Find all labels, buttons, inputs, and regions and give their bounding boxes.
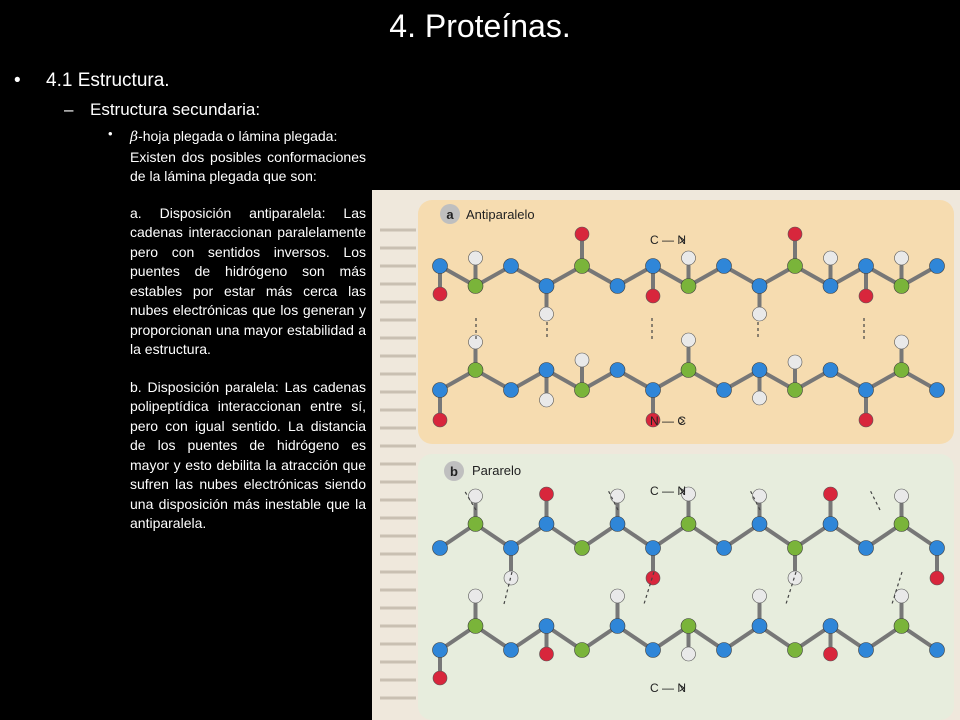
panel-b-lower-chain-carbon-atom — [681, 619, 696, 634]
panel-a-lower-chain-hydrogen-atom — [788, 355, 802, 369]
panel-b-upper-chain-hydrogen-atom — [788, 571, 802, 585]
panel-a-background — [418, 200, 954, 444]
body-text-column — [130, 127, 366, 534]
panel-a-bottom-direction: N — C — [650, 414, 686, 428]
panel-b-upper-chain-carbon-atom — [468, 517, 483, 532]
panel-a-lower-chain-hydrogen-atom — [895, 335, 909, 349]
panel-a-upper-chain-nitrogen-atom — [610, 279, 625, 294]
panel-a-lower-chain-nitrogen-atom — [610, 363, 625, 378]
panel-a-upper-chain-oxygen-atom — [575, 227, 589, 241]
panel-a-upper-chain-hydrogen-atom — [895, 251, 909, 265]
panel-a-upper-chain-nitrogen-atom — [859, 259, 874, 274]
panel-b-lower-chain-nitrogen-atom — [504, 643, 519, 658]
panel-b-upper-chain-nitrogen-atom — [823, 517, 838, 532]
panel-b-lower-chain-carbon-atom — [894, 619, 909, 634]
panel-b-lower-chain-carbon-atom — [468, 619, 483, 634]
panel-b-top-direction: C — N — [650, 484, 686, 498]
panel-a-upper-chain-hydrogen-atom — [682, 251, 696, 265]
item-bullet-marker: • — [108, 126, 113, 141]
beta-sheet-heading — [130, 127, 366, 148]
panel-b-upper-chain-hydrogen-atom — [753, 489, 767, 503]
panel-b-upper-chain-hydrogen-atom — [611, 489, 625, 503]
panel-b-lower-chain-oxygen-atom — [433, 671, 447, 685]
panel-a-lower-chain-hydrogen-atom — [682, 333, 696, 347]
panel-b-upper-chain-nitrogen-atom — [539, 517, 554, 532]
panel-a-lower-chain-nitrogen-atom — [752, 363, 767, 378]
panel-a-lower-chain-nitrogen-atom — [433, 383, 448, 398]
panel-a-upper-chain-oxygen-atom — [646, 289, 660, 303]
panel-b-lower-chain-oxygen-atom — [540, 647, 554, 661]
panel-a-upper-chain-oxygen-atom — [788, 227, 802, 241]
intro-paragraph: Existen dos posibles conformaciones de la lámina plegada que son: — [130, 148, 366, 184]
panel-a-lower-chain-oxygen-atom — [859, 413, 873, 427]
panel-a-lower-chain-nitrogen-atom — [930, 383, 945, 398]
panel-a-lower-chain-nitrogen-atom — [823, 363, 838, 378]
panel-a-upper-chain-nitrogen-atom — [504, 259, 519, 274]
panel-a-lower-chain-carbon-atom — [681, 363, 696, 378]
panel-b-lower-chain-nitrogen-atom — [433, 643, 448, 658]
panel-a-lower-chain-carbon-atom — [788, 383, 803, 398]
panel-b-lower-chain-hydrogen-atom — [682, 647, 696, 661]
panel-a-upper-chain-carbon-atom — [681, 279, 696, 294]
panel-a-lower-chain-hydrogen-atom — [575, 353, 589, 367]
panel-b-upper-chain-oxygen-atom — [646, 571, 660, 585]
panel-a-lower-chain-carbon-atom — [894, 363, 909, 378]
panel-b-lower-chain-nitrogen-atom — [610, 619, 625, 634]
panel-b-lower-chain-oxygen-atom — [824, 647, 838, 661]
panel-b-lower-chain-hydrogen-atom — [611, 589, 625, 603]
panel-a-upper-chain-carbon-atom — [894, 279, 909, 294]
panel-b-upper-chain-oxygen-atom — [930, 571, 944, 585]
panel-b-upper-chain-nitrogen-atom — [504, 541, 519, 556]
panel-a-upper-chain-nitrogen-atom — [823, 279, 838, 294]
panel-b-upper-chain-oxygen-atom — [540, 487, 554, 501]
panel-a-lower-chain-hydrogen-atom — [540, 393, 554, 407]
panel-b-upper-chain-carbon-atom — [788, 541, 803, 556]
panel-a-lower-chain-carbon-atom — [575, 383, 590, 398]
background-page-text — [380, 230, 416, 698]
panel-a-lower-chain-nitrogen-atom — [504, 383, 519, 398]
panel-b-lower-chain-hydrogen-atom — [469, 589, 483, 603]
panel-b-lower-chain-carbon-atom — [575, 643, 590, 658]
panel-a-upper-chain-oxygen-atom — [433, 287, 447, 301]
panel-b-upper-chain-carbon-atom — [575, 541, 590, 556]
panel-b-upper-chain-hydrogen-atom — [895, 489, 909, 503]
panel-a-upper-chain-nitrogen-atom — [752, 279, 767, 294]
panel-b-upper-chain-nitrogen-atom — [646, 541, 661, 556]
panel-b-lower-chain-hydrogen-atom — [753, 589, 767, 603]
panel-a-upper-chain-nitrogen-atom — [433, 259, 448, 274]
panel-a-lower-chain-nitrogen-atom — [859, 383, 874, 398]
panel-b-upper-chain-hydrogen-atom — [469, 489, 483, 503]
bullet-marker: • — [14, 70, 21, 91]
panel-b-upper-chain-nitrogen-atom — [930, 541, 945, 556]
panel-a-lower-chain-oxygen-atom — [433, 413, 447, 427]
panel-a-upper-chain-carbon-atom — [575, 259, 590, 274]
panel-a-label: Antiparalelo — [466, 207, 535, 222]
panel-b-lower-chain-carbon-atom — [788, 643, 803, 658]
panel-a-upper-chain-nitrogen-atom — [539, 279, 554, 294]
panel-b-lower-chain-nitrogen-atom — [752, 619, 767, 634]
panel-a-lower-chain-nitrogen-atom — [717, 383, 732, 398]
panel-b-letter: b — [450, 464, 458, 479]
panel-a-upper-chain-hydrogen-atom — [824, 251, 838, 265]
panel-b-lower-chain-nitrogen-atom — [717, 643, 732, 658]
panel-b-upper-chain-nitrogen-atom — [752, 517, 767, 532]
beta-sheet-diagram — [372, 190, 960, 720]
panel-a-lower-chain-carbon-atom — [468, 363, 483, 378]
panel-b-upper-chain-nitrogen-atom — [717, 541, 732, 556]
panel-a-lower-chain-nitrogen-atom — [539, 363, 554, 378]
panel-b-lower-chain-nitrogen-atom — [539, 619, 554, 634]
beta-symbol: β — [130, 129, 139, 145]
panel-a-letter: a — [446, 207, 454, 222]
panel-b-lower-chain-nitrogen-atom — [646, 643, 661, 658]
panel-a-upper-chain-carbon-atom — [788, 259, 803, 274]
panel-a-upper-chain-nitrogen-atom — [646, 259, 661, 274]
panel-b-lower-chain-nitrogen-atom — [823, 619, 838, 634]
antiparallel-paragraph: a. Disposición antiparalela: Las cadenas interaccionan paralelamente pero con sentidos inversos. Los puentes de hidrógeno son más estables por estar más cerca las nubes electrónicas que los generan y proporcionan una mayor estabilidad a la estructura. — [130, 204, 366, 357]
parallel-paragraph: b. Disposición paralela: Las cadenas polipeptídica interaccionan entre sí, pero con igual sentido. La distancia de los puentes de hidrógeno es mayor y esto debilita la atracción que sufren las nubes electrónicas siendo una disposición más inestable que la antiparalela. — [130, 378, 366, 531]
slide-title: 4. Proteínas. — [389, 8, 571, 44]
panel-b-lower-chain-nitrogen-atom — [859, 643, 874, 658]
panel-b-upper-chain-oxygen-atom — [824, 487, 838, 501]
panel-a-upper-chain-carbon-atom — [468, 279, 483, 294]
panel-a-upper-chain-nitrogen-atom — [930, 259, 945, 274]
panel-a-top-direction: C — N — [650, 233, 686, 247]
panel-a-upper-chain-hydrogen-atom — [540, 307, 554, 321]
panel-a-upper-chain-hydrogen-atom — [753, 307, 767, 321]
panel-a-lower-chain-hydrogen-atom — [753, 391, 767, 405]
subsection-heading: Estructura secundaria: — [90, 100, 261, 119]
panel-b-upper-chain-nitrogen-atom — [859, 541, 874, 556]
panel-a-upper-chain-hydrogen-atom — [469, 251, 483, 265]
panel-b-lower-chain-nitrogen-atom — [930, 643, 945, 658]
beta-sheet-figure — [372, 190, 960, 720]
panel-b-upper-chain-nitrogen-atom — [433, 541, 448, 556]
panel-b-upper-chain-carbon-atom — [894, 517, 909, 532]
dash-marker: – — [64, 100, 74, 119]
section-heading: 4.1 Estructura. — [46, 70, 170, 91]
panel-b-label: Pararelo — [472, 463, 522, 478]
panel-b-upper-chain-carbon-atom — [681, 517, 696, 532]
panel-b-bottom-direction: C — N — [650, 681, 686, 695]
panel-a-lower-chain-nitrogen-atom — [646, 383, 661, 398]
beta-sheet-heading-text: -hoja plegada o lámina plegada: — [138, 128, 338, 144]
panel-b-upper-chain-nitrogen-atom — [610, 517, 625, 532]
panel-a-upper-chain-oxygen-atom — [859, 289, 873, 303]
panel-a-upper-chain-nitrogen-atom — [717, 259, 732, 274]
